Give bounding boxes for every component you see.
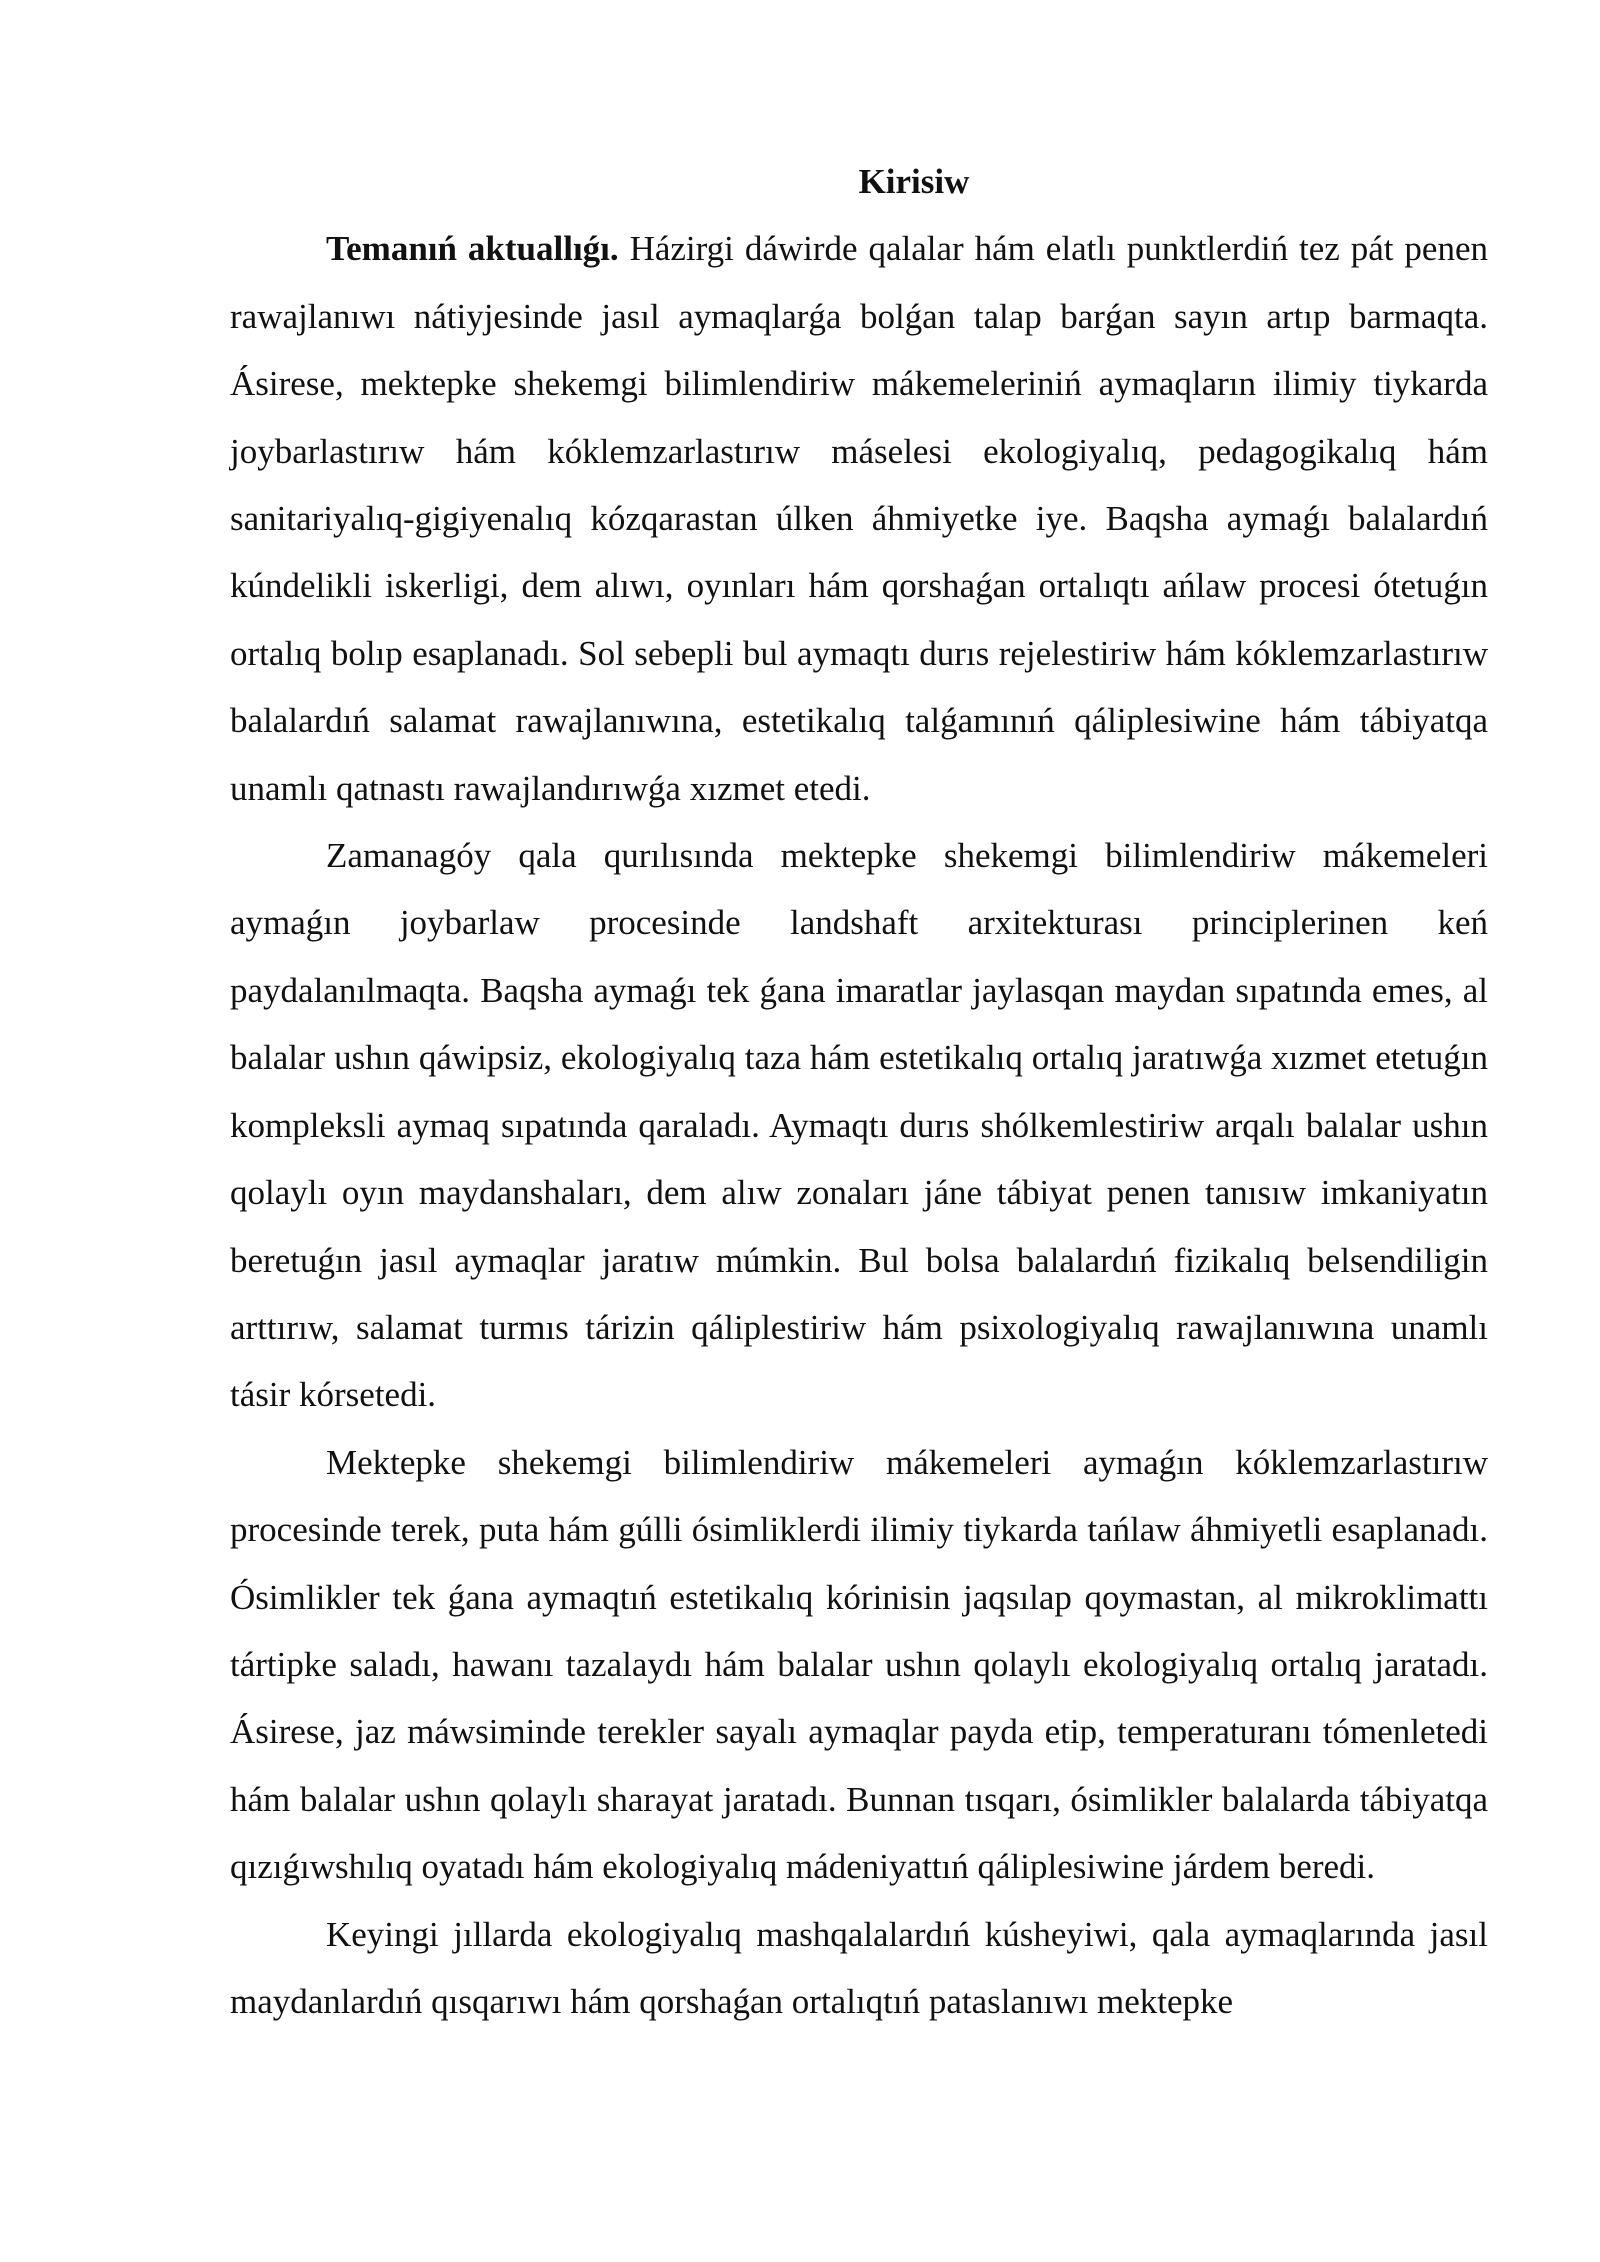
document-body [230,148,1488,2035]
paragraph-text: Házirgi dáwirde qalalar hám elatlı punktlerdiń tez pát penen rawajlanıwı nátiyjesinde jasıl aymaqlarǵa bolǵan talap barǵan sayın artıp barmaqta. Ásirese, mektepke shekemgi bilimlendiriw mákemeleriniń aymaqların ilimiy tiykarda joybarlastırıw hám kóklemzarlastırıw máselesi ekologiyalıq, pedagogikalıq hám sanitariyalıq-gigiyenalıq kózqarastan úlken áhmiyetke iye. Baqsha aymaǵı balalardıń kúndelikli iskerligi, dem alıwı, oyınları hám qorshaǵan ortalıqtı ańlaw procesi ótetuǵın ortalıq bolıp esaplanadı. Sol sebepli bul aymaqtı durıs rejelestiriw hám kóklemzarlastırıw balalardıń salamat rawajlanıwına, estetikalıq talǵamınıń qáliplesiwine hám tábiyatqa unamlı qatnastı rawajlandırıwǵa xızmet etedi. [230,229,1488,808]
paragraph-relevance [230,215,1488,822]
paragraph-plant-selection: Mektepke shekemgi bilimlendiriw mákemeleri aymaǵın kóklemzarlastırıw procesinde terek, puta hám gúlli ósimliklerdi ilimiy tiykarda tańlaw áhmiyetli esaplanadı. Ósimlikler tek ǵana aymaqtıń estetikalıq kórinisin jaqsılap qoymastan, al mikroklimattı tártipke saladı, hawanı tazalaydı hám balalar ushın qolaylı ekologiyalıq ortalıq jaratadı. Ásirese, jaz máwsiminde terekler sayalı aymaqlar payda etip, temperaturanı tómenletedi hám balalar ushın qolaylı sharayat jaratadı. Bunnan tısqarı, ósimlikler balalarda tábiyatqa qızıǵıwshılıq oyatadı hám ekologiyalıq mádeniyattıń qáliplesiwine járdem beredi. [230,1442,1488,1887]
paragraph-lead-heading: Temanıń aktuallıǵı. [326,229,619,269]
paragraph-ecological-problems: Keyingi jıllarda ekologiyalıq mashqalalardıń kúsheyiwi, qala aymaqlarında jasıl maydanlardıń qısqarıwı hám qorshaǵan ortalıqtıń pataslanıwı mektepke [230,1914,1488,2021]
paragraph-landscape-architecture: Zamanagóy qala qurılısında mektepke shekemgi bilimlendiriw mákemeleri aymaǵın joybarlaw procesinde landshaft arxitekturası principlerinen keń paydalanılmaqta. Baqsha aymaǵı tek ǵana imaratlar jaylasqan maydan sıpatında emes, al balalar ushın qáwipsiz, ekologiyalıq taza hám estetikalıq ortalıq jaratıwǵa xızmet etetuǵın kompleksli aymaq sıpatında qaraladı. Aymaqtı durıs shólkemlestiriw arqalı balalar ushın qolaylı oyın maydanshaları, dem alıw zonaları jáne tábiyat penen tanısıw imkaniyatın beretuǵın jasıl aymaqlar jaratıw múmkin. Bul bolsa balalardıń fizikalıq belsendiligin arttırıw, salamat turmıs tárizin qáliplestiriw hám psixologiyalıq rawajlanıwına unamlı tásir kórsetedi. [230,836,1488,1415]
document-title: Kirisiw [858,162,970,201]
